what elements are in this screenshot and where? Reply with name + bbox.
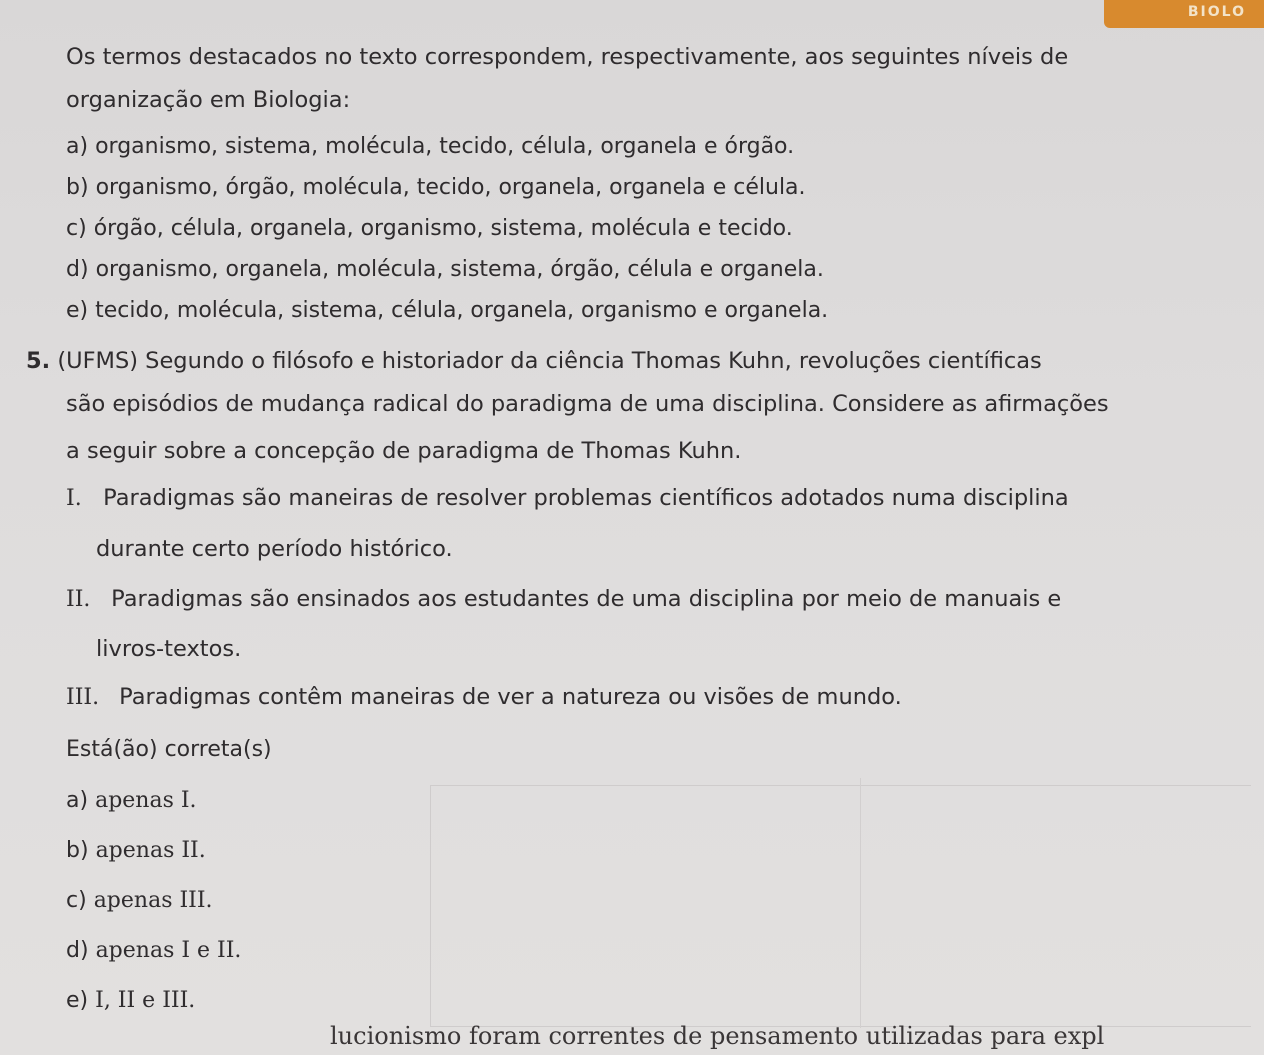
option-text: organismo, organela, molécula, sistema, órgão, célula e organela. [95, 257, 824, 282]
statement-continuation: durante certo período histórico. [96, 536, 453, 562]
question-stem-line: organização em Biologia: [66, 87, 351, 113]
statement [66, 586, 1061, 612]
statement-numeral: III. [66, 685, 100, 710]
option-text: apenas I. [95, 788, 197, 813]
question-stem-line: são episódios de mudança radical do paradigma de uma disciplina. Considere as afirmações [66, 391, 1109, 417]
section-tab-label: BIOLO [1187, 4, 1246, 20]
answer-option [66, 838, 206, 863]
option-letter: d) [66, 257, 89, 282]
cut-off-footer-text: lucionismo foram correntes de pensamento utilizadas para expl [330, 1022, 1105, 1050]
question-prompt: Está(ão) correta(s) [66, 737, 272, 762]
option-text: apenas I e II. [95, 938, 242, 963]
option-letter: d) [66, 938, 89, 963]
option-letter: b) [66, 175, 89, 200]
answer-option [66, 134, 794, 159]
question-stem-line [26, 348, 1042, 374]
option-text: apenas III. [93, 888, 213, 913]
option-text: organismo, sistema, molécula, tecido, célula, organela e órgão. [95, 134, 795, 159]
statement-numeral: I. [66, 486, 82, 511]
option-text: apenas II. [95, 838, 206, 863]
option-text: I, II e III. [95, 988, 196, 1013]
statement-text: Paradigmas são maneiras de resolver problemas científicos adotados numa disciplina [103, 485, 1069, 511]
answer-option [66, 257, 824, 282]
statement-text: Paradigmas contêm maneiras de ver a natureza ou visões de mundo. [119, 684, 902, 710]
question-number: 5. [26, 348, 51, 374]
option-letter: c) [66, 216, 87, 241]
statement [66, 684, 902, 710]
option-letter: e) [66, 298, 89, 323]
answer-option [66, 988, 195, 1013]
section-tab [1104, 0, 1264, 28]
statement [66, 485, 1069, 511]
option-letter: a) [66, 134, 89, 159]
answer-option [66, 175, 806, 200]
option-text: tecido, molécula, sistema, célula, organela, organismo e organela. [95, 298, 829, 323]
answer-option [66, 788, 197, 813]
question-stem-text: (UFMS) Segundo o filósofo e historiador da ciência Thomas Kuhn, revoluções científicas [57, 348, 1042, 374]
option-letter: e) [66, 988, 89, 1013]
option-letter: a) [66, 788, 89, 813]
option-letter: b) [66, 838, 89, 863]
option-text: organismo, órgão, molécula, tecido, organela, organela e célula. [95, 175, 806, 200]
answer-option [66, 938, 241, 963]
answer-box-divider [860, 778, 1241, 1028]
option-letter: c) [66, 888, 87, 913]
answer-option [66, 888, 213, 913]
statement-text: Paradigmas são ensinados aos estudantes de uma disciplina por meio de manuais e [111, 586, 1062, 612]
answer-option [66, 216, 793, 241]
answer-option [66, 298, 828, 323]
option-text: órgão, célula, organela, organismo, sistema, molécula e tecido. [93, 216, 793, 241]
statement-numeral: II. [66, 587, 91, 612]
statement-continuation: livros-textos. [96, 636, 242, 662]
question-stem-line: a seguir sobre a concepção de paradigma de Thomas Kuhn. [66, 438, 742, 464]
question-stem-line: Os termos destacados no texto correspondem, respectivamente, aos seguintes níveis de [66, 44, 1069, 70]
